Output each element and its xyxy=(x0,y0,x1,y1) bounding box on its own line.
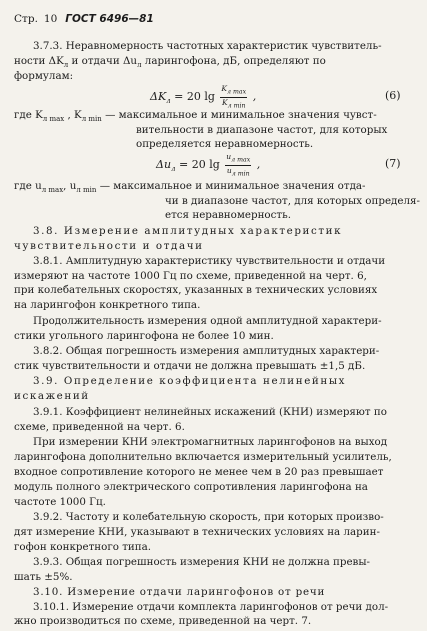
text-span: и отдачи Δu xyxy=(68,55,138,67)
text-line: 3.9.3. Общая погрешность измерения КНИ не должна превы- xyxy=(33,556,371,568)
subscript: л xyxy=(171,165,176,174)
text-line: измеряют на частоте 1000 Гц по схеме, приведенной на черт. 6, xyxy=(14,270,367,282)
text-line: формулам: xyxy=(14,70,74,82)
text-line: шать ±5%. xyxy=(14,571,73,583)
text-line: 3.8.1. Амплитудную характеристику чувствительности и отдачи xyxy=(33,255,386,267)
den-var: u xyxy=(226,165,232,175)
text-span: — максимальное и минимальное значения отда- xyxy=(96,180,366,192)
numerator xyxy=(220,84,247,98)
subscript: л max xyxy=(41,186,64,195)
formula-7 xyxy=(156,152,260,178)
formula-number: (7) xyxy=(385,157,401,170)
num-var: u xyxy=(226,152,232,161)
denominator xyxy=(225,166,251,179)
text-line: ется неравномерность. xyxy=(165,209,291,221)
formula-eq: = 20 lg xyxy=(179,158,220,171)
text-line: 3.9.2. Частоту и колебательную скорость, при которых произво- xyxy=(33,511,384,523)
text-line: стик чувствительности и отдачи не должна превышать ±1,5 дБ. xyxy=(14,360,366,372)
text-line: Продолжительность измерения одной амплитудной характери- xyxy=(33,315,382,327)
text-line: гофон конкретного типа. xyxy=(14,541,152,553)
fraction xyxy=(225,152,251,178)
text-span: где u xyxy=(14,180,42,192)
text-line: модуль полного электрического сопротивления ларингофона на xyxy=(14,481,368,493)
subscript: л min xyxy=(227,102,246,109)
subscript: л max xyxy=(42,115,65,124)
subscript: л xyxy=(166,97,171,106)
formula-eq: = 20 lg xyxy=(174,90,215,103)
text-line: При измерении КНИ электромагнитных ларингофонов на выход xyxy=(33,436,388,448)
subscript: л xyxy=(137,61,142,70)
formula-lhs: ΔK xyxy=(150,90,167,103)
subscript: л max xyxy=(227,88,247,96)
subscript: л min xyxy=(81,115,102,124)
text-span: , u xyxy=(63,180,77,192)
text-line: вительности в диапазоне частот, для которых xyxy=(136,124,388,136)
formula-tail: , xyxy=(252,90,257,103)
page-header xyxy=(14,13,154,25)
text-span: , K xyxy=(64,109,82,121)
text-line: 3.10.1. Измерение отдачи комплекта ларингофонов от речи дол- xyxy=(33,601,389,613)
section-heading: искажений xyxy=(14,390,90,402)
formula-tail: , xyxy=(256,158,261,171)
text-span: ности ΔK xyxy=(14,55,64,67)
text-line: 3.7.3. Неравномерность частотных характеристик чувствитель- xyxy=(33,40,382,52)
page-label: Стр. xyxy=(14,13,38,25)
text-line: частоте 1000 Гц. xyxy=(14,496,106,508)
section-heading: 3.9. Определение коэффициента нелинейных xyxy=(33,375,347,387)
text-span: — максимальное и минимальное значения чувст- xyxy=(101,109,377,121)
text-line: 3.8.2. Общая погрешность измерения амплитудных характери- xyxy=(33,345,380,357)
section-heading: 3.8. Измерение амплитудных характеристик xyxy=(33,225,343,237)
formula-6 xyxy=(150,84,256,110)
text-line: 3.9.1. Коэффициент нелинейных искажений (КНИ) измеряют по xyxy=(33,406,387,418)
den-var: K xyxy=(222,97,228,107)
formula-lhs: Δu xyxy=(156,158,172,171)
text-line: входное сопротивление которого не менее чем в 20 раз превышает xyxy=(14,466,384,478)
text-line: ларингофона дополнительно включается измерительный усилитель, xyxy=(14,451,392,463)
standard-code: ГОСТ 6496—81 xyxy=(65,13,154,25)
subscript: л xyxy=(63,61,69,70)
text-line: чи в диапазоне частот, для которых определя- xyxy=(165,195,420,207)
text-line: определяется неравномерность. xyxy=(136,138,314,150)
page-number: 10 xyxy=(43,13,58,25)
section-heading: чувствительности и отдачи xyxy=(14,240,204,252)
subscript: л max xyxy=(231,156,251,164)
text-span: ларингофона, дБ, определяют по xyxy=(141,55,326,67)
num-var: K xyxy=(221,84,228,93)
text-line: схеме, приведенной на черт. 6. xyxy=(14,421,185,433)
text-line: жно производиться по схеме, приведенной на черт. 7. xyxy=(14,615,312,627)
numerator xyxy=(225,152,251,166)
text-line: дят измерение КНИ, указывают в технических условиях на ларин- xyxy=(14,526,380,538)
subscript: л min xyxy=(76,186,97,195)
section-heading: 3.10. Измерение отдачи ларингофонов от речи xyxy=(33,586,326,598)
formula-number: (6) xyxy=(385,89,401,102)
text-line: стики угольного ларингофона не более 10 мин. xyxy=(14,330,274,342)
text-line: при колебательных скоростях, указанных в технических условиях xyxy=(14,284,378,296)
text-span: где K xyxy=(14,109,43,121)
fraction xyxy=(220,84,247,110)
text-line: на ларингофон конкретного типа. xyxy=(14,299,201,311)
subscript: л min xyxy=(231,170,250,177)
